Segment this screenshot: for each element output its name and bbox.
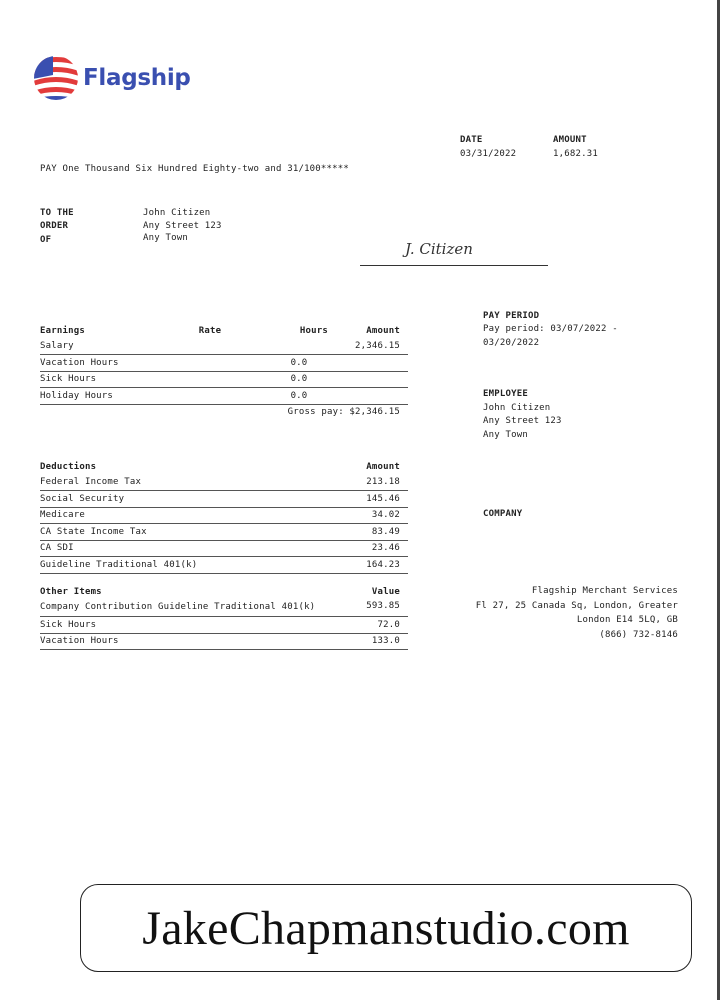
brand-logo — [33, 55, 191, 101]
deductions-amount-header: Amount — [366, 461, 400, 472]
company-address-2: London E14 5LQ, GB — [576, 615, 678, 625]
other-items-table — [40, 584, 408, 650]
table-row — [40, 557, 408, 574]
amount-header: Amount — [366, 325, 400, 336]
deductions-header-row — [40, 459, 408, 475]
table-row — [40, 600, 408, 617]
table-row — [40, 507, 408, 524]
earning-amount: 2,346.15 — [328, 339, 408, 355]
earning-rate — [190, 355, 230, 372]
company-label: COMPANY — [483, 509, 523, 519]
deduction-label: CA SDI — [40, 540, 328, 557]
other-item-value: 72.0 — [328, 617, 408, 634]
table-row — [40, 540, 408, 557]
deduction-amount: 83.49 — [328, 524, 408, 541]
deduction-label: Social Security — [40, 491, 328, 508]
other-item-value: 133.0 — [328, 633, 408, 650]
table-row — [40, 475, 408, 491]
pay-line: PAY One Thousand Six Hundred Eighty-two and 31/100***** — [40, 164, 350, 174]
earning-amount — [328, 388, 408, 405]
deductions-table — [40, 459, 408, 574]
earning-label: Salary — [40, 339, 190, 355]
earning-rate — [190, 339, 230, 355]
earning-amount — [328, 355, 408, 372]
table-row — [40, 617, 408, 634]
earning-hours — [230, 339, 328, 355]
deduction-label: Guideline Traditional 401(k) — [40, 557, 328, 574]
deduction-amount: 23.46 — [328, 540, 408, 557]
earning-label: Holiday Hours — [40, 388, 190, 405]
to-the-label: TO THE — [40, 208, 74, 218]
employee-street: Any Street 123 — [483, 416, 562, 426]
deduction-label: CA State Income Tax — [40, 524, 328, 541]
table-row — [40, 355, 408, 372]
company-address-1: Fl 27, 25 Canada Sq, London, Greater — [475, 601, 678, 611]
check-date: 03/31/2022 — [460, 149, 517, 159]
order-label: ORDER — [40, 221, 69, 231]
watermark-banner — [80, 884, 692, 972]
other-items-header: Other Items — [40, 586, 102, 597]
brand-name: Flagship — [83, 65, 191, 91]
earnings-table — [40, 323, 408, 420]
table-row — [40, 633, 408, 650]
pay-period-line2: 03/20/2022 — [483, 338, 540, 348]
pay-period-label: PAY PERIOD — [483, 311, 540, 321]
employee-town: Any Town — [483, 430, 528, 440]
watermark-text: JakeChapmanstudio.com — [142, 901, 630, 955]
pay-period-line1: Pay period: 03/07/2022 - — [483, 324, 618, 334]
deduction-label: Federal Income Tax — [40, 475, 328, 491]
other-item-value: 593.85 — [328, 600, 408, 617]
employee-label: EMPLOYEE — [483, 389, 528, 399]
check-amount: 1,682.31 — [553, 149, 598, 159]
deduction-amount: 34.02 — [328, 507, 408, 524]
hours-header: Hours — [299, 325, 328, 336]
of-label: OF — [40, 235, 52, 245]
other-item-label: Vacation Hours — [40, 633, 328, 650]
table-row — [40, 371, 408, 388]
payee-street: Any Street 123 — [143, 221, 222, 231]
table-row — [40, 524, 408, 541]
gross-pay-row — [40, 404, 408, 420]
deduction-label: Medicare — [40, 507, 328, 524]
signature: J. Citizen — [405, 240, 473, 258]
table-row — [40, 339, 408, 355]
amount-label: AMOUNT — [553, 135, 587, 145]
table-row — [40, 491, 408, 508]
deductions-header: Deductions — [40, 461, 97, 472]
earning-amount — [328, 371, 408, 388]
other-items-value-header: Value — [371, 586, 400, 597]
deduction-amount: 164.23 — [328, 557, 408, 574]
flag-logo-icon — [33, 55, 79, 101]
employee-name: John Citizen — [483, 403, 551, 413]
other-items-header-row — [40, 584, 408, 600]
earning-hours: 0.0 — [230, 355, 328, 372]
company-name: Flagship Merchant Services — [531, 586, 678, 596]
earnings-header: Earnings — [40, 325, 85, 336]
gross-pay: Gross pay: $2,346.15 — [287, 407, 400, 418]
deduction-amount: 145.46 — [328, 491, 408, 508]
earning-label: Sick Hours — [40, 371, 190, 388]
other-item-label: Company Contribution Guideline Traditional 401(k) — [40, 600, 328, 617]
signature-line — [360, 265, 548, 266]
earning-rate — [190, 371, 230, 388]
company-phone: (866) 732-8146 — [599, 630, 678, 640]
date-label: DATE — [460, 135, 483, 145]
earning-hours: 0.0 — [230, 388, 328, 405]
earning-label: Vacation Hours — [40, 355, 190, 372]
payee-town: Any Town — [143, 233, 188, 243]
earning-rate — [190, 388, 230, 405]
payee-name: John Citizen — [143, 208, 211, 218]
earning-hours: 0.0 — [230, 371, 328, 388]
earnings-header-row — [40, 323, 408, 339]
rate-header: Rate — [198, 325, 222, 336]
other-item-label: Sick Hours — [40, 617, 328, 634]
table-row — [40, 388, 408, 405]
deduction-amount: 213.18 — [328, 475, 408, 491]
